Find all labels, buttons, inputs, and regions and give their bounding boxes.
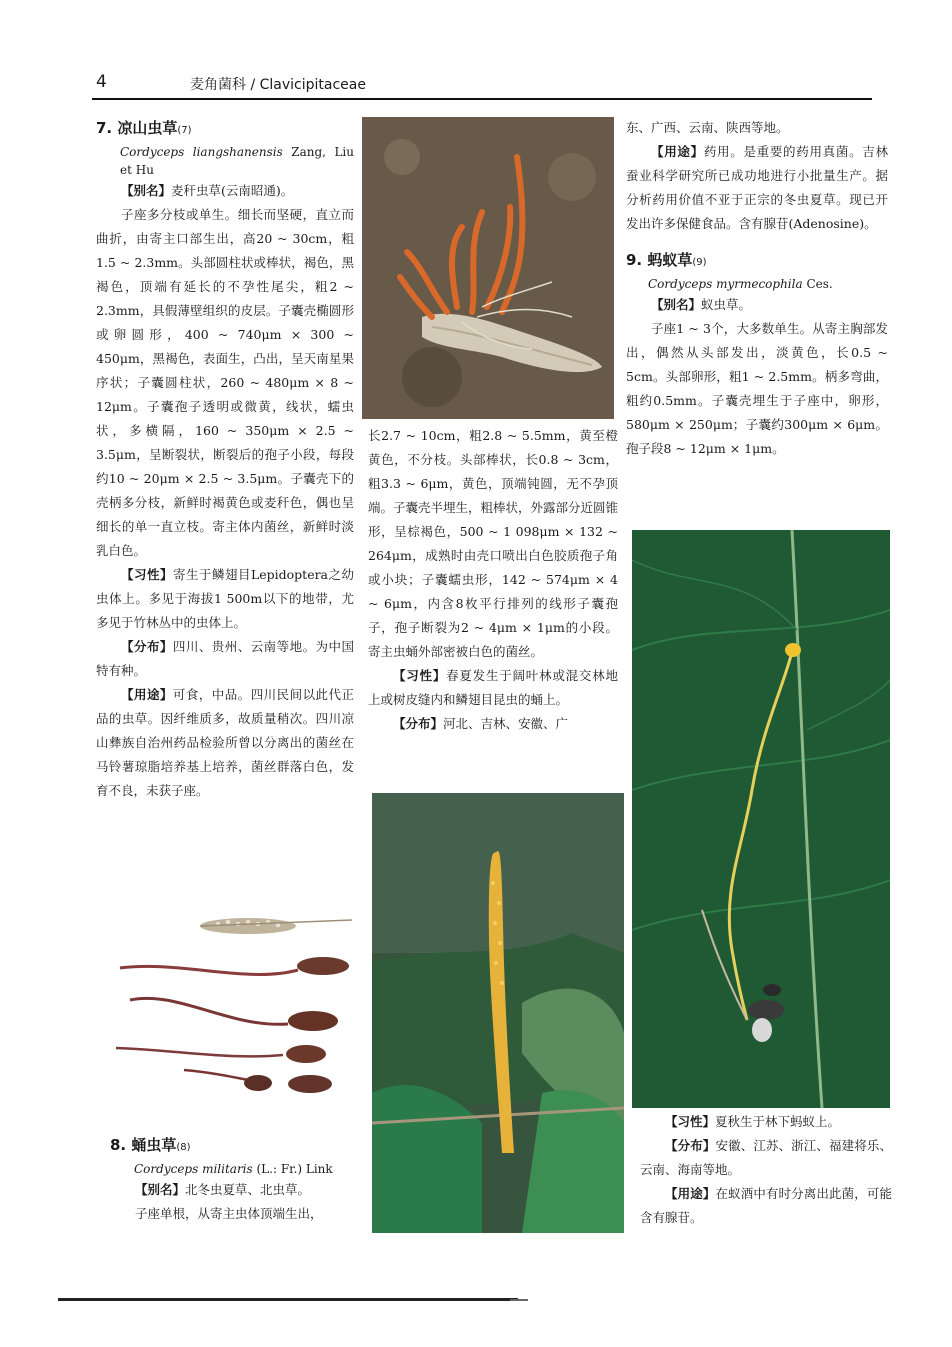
species-8-text <box>110 1133 360 1226</box>
photo-liangshan-fresh <box>362 117 614 419</box>
species-7-latin: Cordyceps liangshanensis Zang, Liu et Hu <box>120 145 355 177</box>
species-9-use: 【用途】在蚁酒中有时分离出此菌，可能含有腺苷。 <box>640 1186 892 1225</box>
species-7-description: 子座多分枝或单生。细长而坚硬，直立而曲折，由寄主口部生出，高20 ~ 30cm，粗1.5 ~ 2.3mm。头部圆柱状或棒状，褐色，黑褐色，顶端有延长的不孕性尾尖，粗2 ~ 2.3mm，具假薄壁组织的皮层。子囊壳椭圆形或卵圆形，400 ~ 740μm × 300 ~ 450μm，黑褐色，表面生，凸出，呈天南星果序状；子囊圆柱状，260 ~ 480μm × 8 ~ 12μm。子囊孢子透明或微黄，线状，蠕虫状，多横隔，160 ~ 350μm × 2.5 ~ 3.5μm，呈断裂状，断裂后的孢子小段，每段约10 ~ 20μm × 2.5 ~ 3.5μm。子囊壳下的壳柄多分枝，新鲜时褐黄色或麦秆色，偶也呈细长的单一直立枝。寄主体内菌丝，新鲜时淡乳白色。 <box>96 207 354 558</box>
species-9-habit: 【习性】夏秋生于林下蚂蚁上。 <box>665 1114 841 1129</box>
species-8-use: 【用途】药用。是重要的药用真菌。吉林蚕业科学研究所已成功地进行小批量生产。据分析药用价值不亚于正宗的冬虫夏草。现已开发出许多保健食品。含有腺苷(Adenosine)。 <box>626 144 888 231</box>
species-9-text-cont <box>640 1110 892 1230</box>
species-7-habit: 【习性】寄生于鳞翅目Lepidoptera之幼虫体上。多见于海拔1 500m以下的地带，尤多见于竹林丛中的虫体上。 <box>96 567 354 630</box>
species-8-latin: Cordyceps militaris (L.: Fr.) Link <box>134 1162 333 1176</box>
species-9-distribution: 【分布】安徽、江苏、浙江、福建将乐、云南、海南等地。 <box>640 1138 892 1177</box>
species-9-title: 9. 蚂蚁草(9) <box>626 251 707 269</box>
running-title: 麦角菌科 / Clavicipitaceae <box>190 77 366 93</box>
species-8-title: 8. 蛹虫草(8) <box>110 1136 191 1154</box>
species-7-distribution: 【分布】四川、贵州、云南等地。为中国特有种。 <box>96 639 354 678</box>
photo-myrmecophila <box>632 530 890 1108</box>
species-7-title: 7. 凉山虫草(7) <box>96 119 192 137</box>
footer-rule <box>58 1298 518 1301</box>
photo-militaris <box>372 793 624 1233</box>
page-number: 4 <box>96 72 107 92</box>
species-8-description: 长2.7 ~ 10cm，粗2.8 ~ 5.5mm，黄至橙黄色，不分枝。头部棒状，长0.8 ~ 3cm，粗3.3 ~ 6μm，黄色，顶端钝圆，无不孕顶端。子囊壳半埋生，粗棒状，外露部分近圆锥形，呈棕褐色，500 ~ 1 098μm × 132 ~ 264μm，成熟时由壳口喷出白色胶质孢子角或小块；子囊蠕虫形，142 ~ 574μm × 4 ~ 6μm，内含8枚平行排列的线形子囊孢子，孢子断裂为2 ~ 4μm × 1μm的小段。寄主虫蛹外部密被白色的菌丝。 <box>368 428 619 659</box>
species-8-text-cont <box>368 424 618 736</box>
species-7-alias: 【别名】麦秆虫草(云南昭通)。 <box>121 183 294 198</box>
species-8-9-text <box>626 116 888 461</box>
species-9-alias: 【别名】蚁虫草。 <box>651 297 752 312</box>
photo-liangshan-specimens <box>108 900 356 1120</box>
species-7-use: 【用途】可食，中品。四川民间以此代正品的虫草。因纤维质多，故质量稍次。四川凉山彝族自治州药品检验所曾以分离出的菌丝在马铃薯琼脂培养基上培养，菌丝群落白色，发育不良，未获子座。 <box>96 687 354 798</box>
species-9-description: 子座1 ~ 3个，大多数单生。从寄主胸部发出，偶然从头部发出，淡黄色，长0.5 ~ 5cm。头部卵形，粗1 ~ 2.5mm。柄多弯曲，粗约0.5mm。子囊壳埋生于子座中，卵形，580μm × 250μm；子囊约300μm × 6μm。孢子段8 ~ 12μm × 1μm。 <box>626 321 888 456</box>
species-8-alias: 【别名】北冬虫夏草、北虫草。 <box>135 1182 311 1197</box>
header-rule <box>92 98 872 100</box>
species-7-text <box>96 116 354 803</box>
footer-rule-mark <box>510 1299 528 1301</box>
species-8-distribution: 【分布】河北、吉林、安徽、广 <box>393 716 569 731</box>
species-8-distribution-cont: 东、广西、云南、陕西等地。 <box>626 120 789 135</box>
species-8-description-start: 子座单根，从寄主虫体顶端生出， <box>135 1206 323 1221</box>
species-8-habit: 【习性】春夏发生于阔叶林或混交林地上或树皮缝内和鳞翅目昆虫的蛹上。 <box>368 668 618 707</box>
species-9-latin: Cordyceps myrmecophila Ces. <box>648 277 833 291</box>
